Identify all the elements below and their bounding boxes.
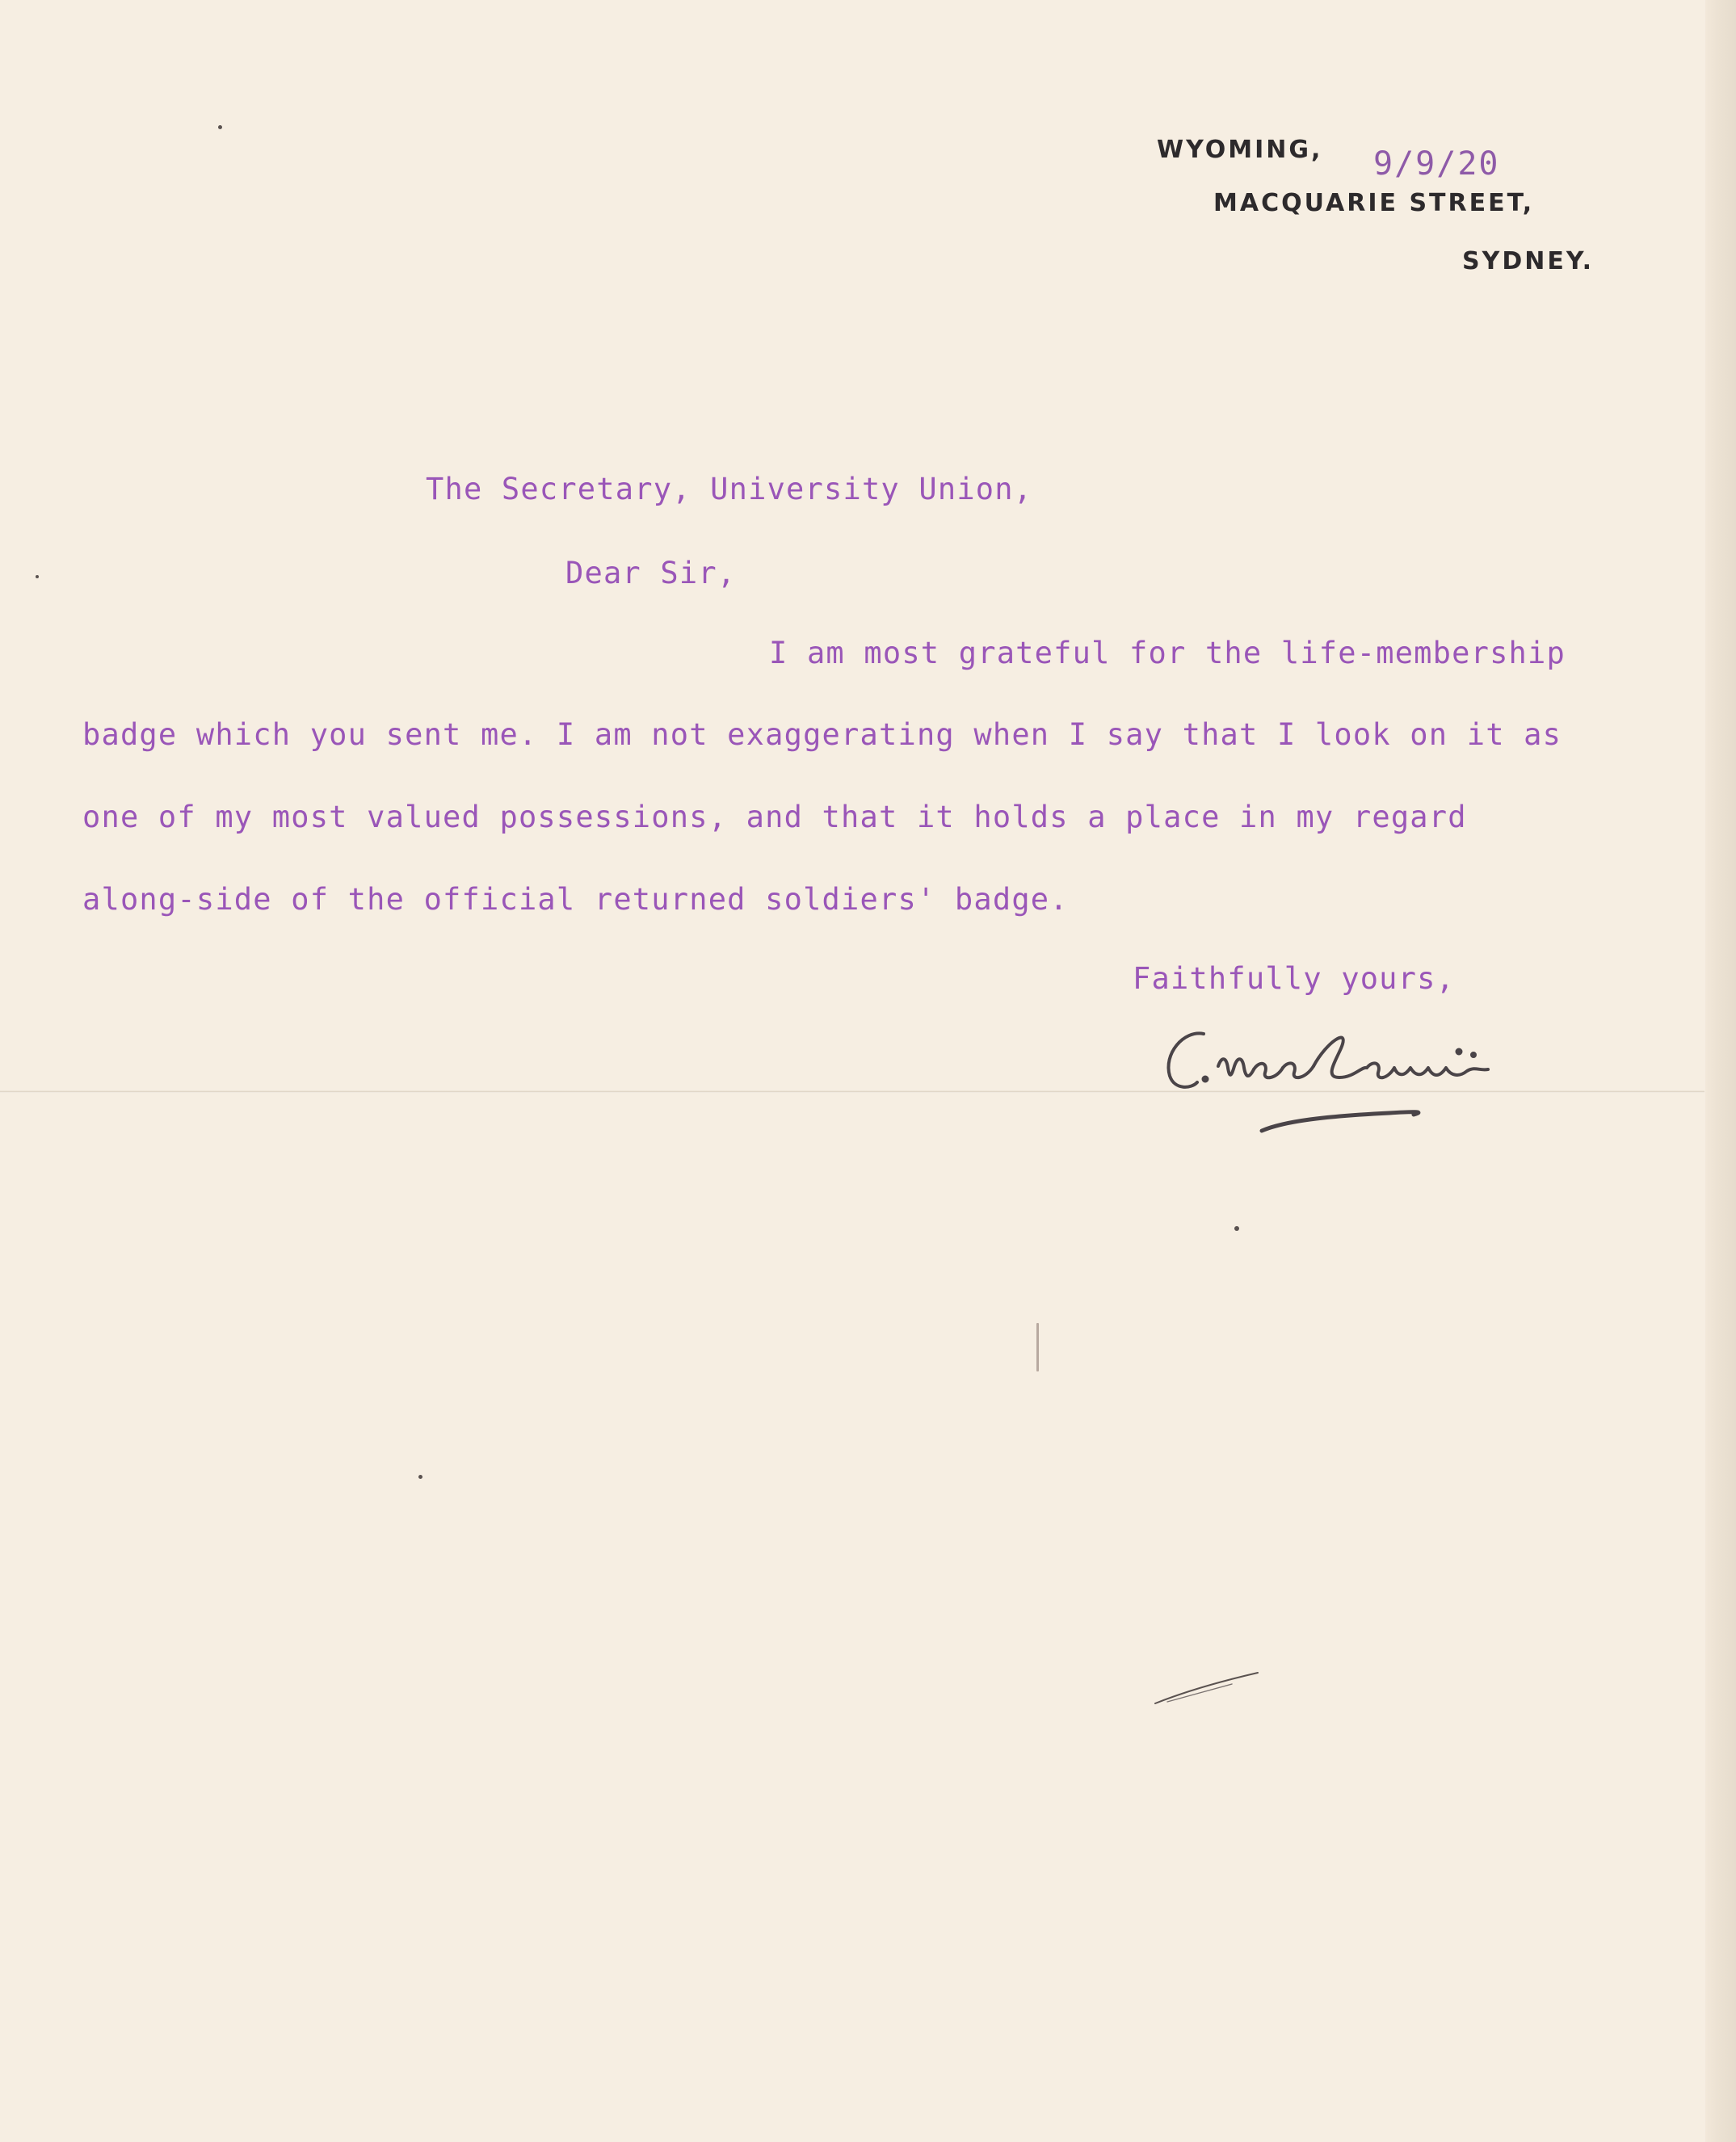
letterhead-house: WYOMING, bbox=[1157, 136, 1323, 164]
pencil-mark bbox=[1151, 1668, 1264, 1708]
letterhead-city: SYDNEY. bbox=[1462, 247, 1594, 275]
scan-edge bbox=[1705, 0, 1736, 2142]
paper-speck bbox=[418, 1475, 422, 1479]
handwritten-signature bbox=[1147, 1010, 1567, 1163]
paper-speck bbox=[36, 575, 39, 578]
body-line: one of my most valued possessions, and that it holds a place in my regard bbox=[82, 800, 1467, 834]
letterhead-street: MACQUARIE STREET, bbox=[1213, 189, 1535, 217]
paper-speck bbox=[218, 125, 222, 129]
addressee-line: The Secretary, University Union, bbox=[426, 472, 1033, 506]
body-line: along-side of the official returned soldiers' badge. bbox=[82, 882, 1069, 917]
body-line: I am most grateful for the life-membership bbox=[769, 636, 1566, 670]
salutation: Dear Sir, bbox=[565, 556, 737, 590]
paper-speck bbox=[1036, 1323, 1039, 1371]
closing-line: Faithfully yours, bbox=[1133, 961, 1456, 996]
body-line: badge which you sent me. I am not exaggerating when I say that I look on it as bbox=[82, 717, 1562, 752]
paper-speck bbox=[1234, 1226, 1239, 1231]
letter-date: 9/9/20 bbox=[1373, 145, 1500, 183]
